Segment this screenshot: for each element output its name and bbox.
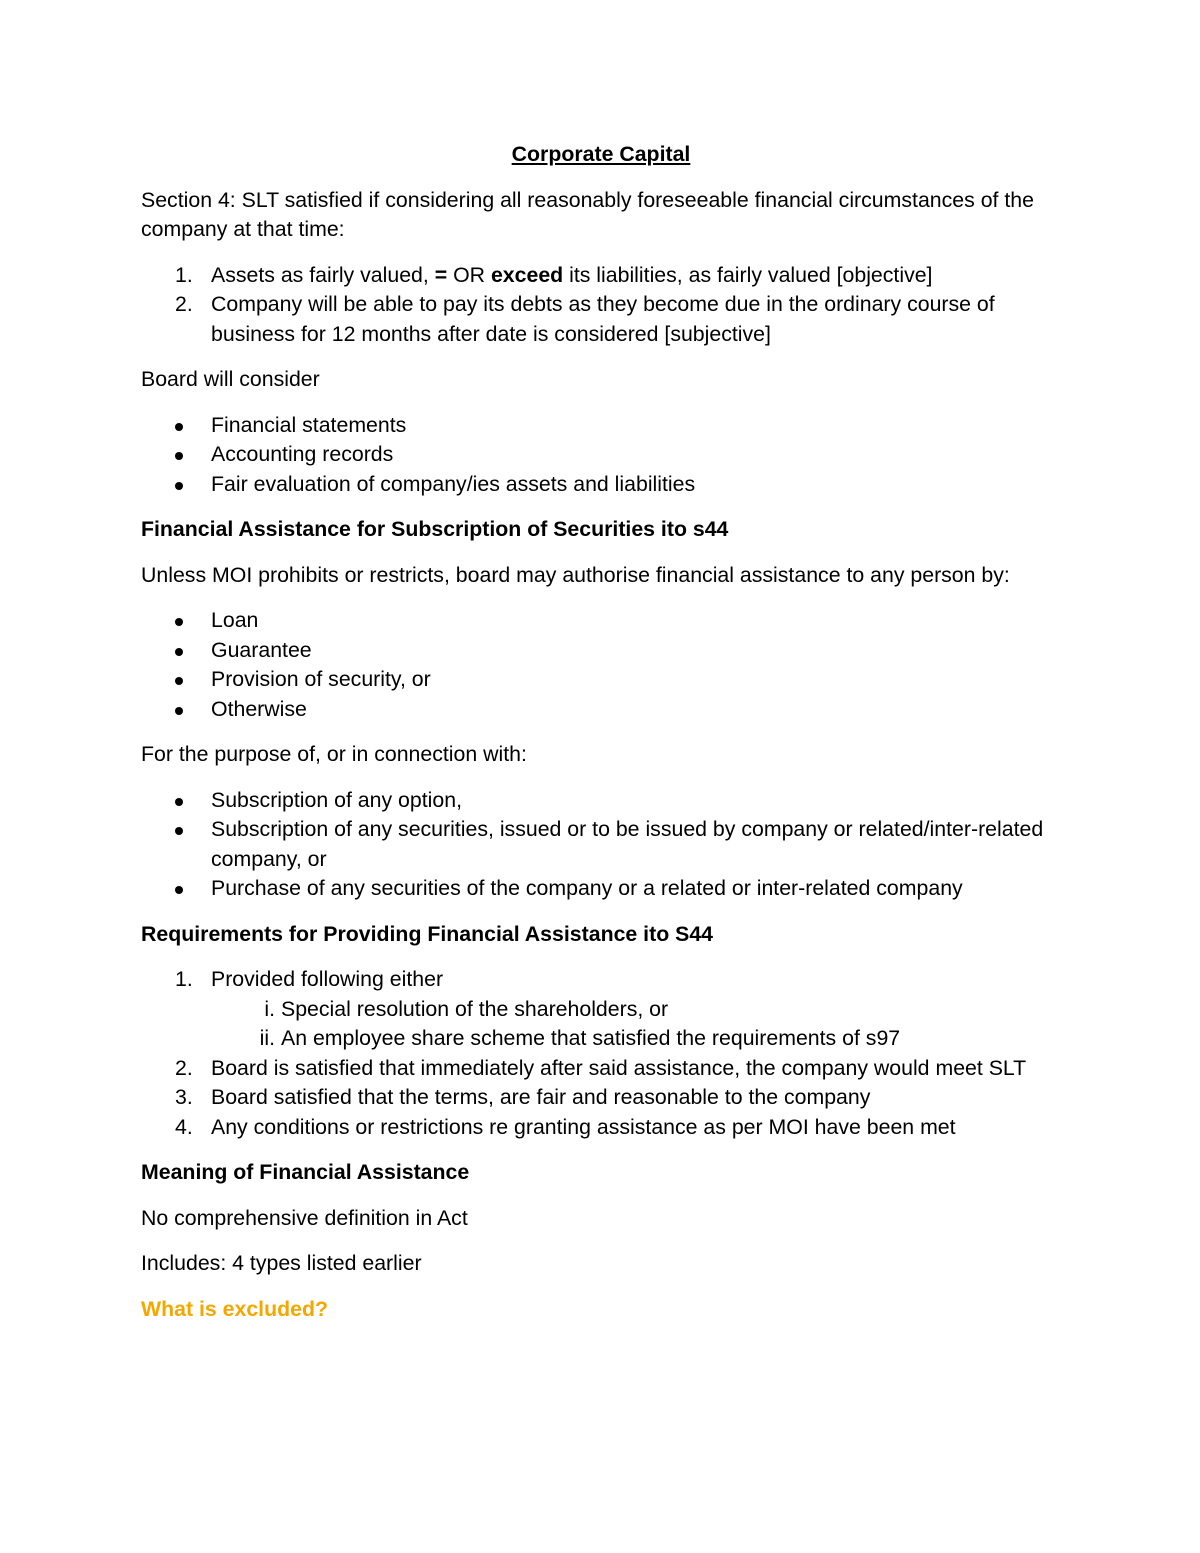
section4-item-2 <box>141 290 1061 349</box>
section4-item-2-text: Company will be able to pay its debts as they become due in the ordinary course of business for 12 months after date is considered [subjective] <box>211 292 995 346</box>
sub-list-item-text: Special resolution of the shareholders, or <box>281 996 669 1021</box>
list-number: 4. <box>175 1114 193 1139</box>
list-item-text: Subscription of any securities, issued or to be issued by company or related/inter-related company, or <box>211 817 1044 871</box>
requirements-item-text: Any conditions or restrictions re granting assistance as per MOI have been met <box>211 1114 956 1139</box>
requirements-item-4 <box>141 1113 1061 1143</box>
list-item-text: Subscription of any option, <box>211 787 462 812</box>
purpose-list <box>141 786 1061 904</box>
section4-item-1-text-a: Assets as fairly valued, <box>211 262 435 287</box>
excluded-heading: What is excluded? <box>141 1296 328 1321</box>
list-item-text: Accounting records <box>211 442 394 466</box>
list-item <box>141 606 1061 636</box>
bullet-icon <box>175 827 183 835</box>
sub-list-item <box>211 1024 1061 1054</box>
list-number: 2. <box>175 292 193 316</box>
requirements-heading: Requirements for Providing Financial Assistance ito S44 <box>141 921 714 946</box>
document-page <box>141 140 1061 1340</box>
meaning-line-1: No comprehensive definition in Act <box>141 1205 468 1230</box>
section4-item-1-exceed: exceed <box>490 262 564 287</box>
requirements-sublist <box>211 995 1061 1054</box>
list-item <box>141 815 1061 874</box>
sub-list-item <box>211 995 1061 1025</box>
list-number: 1. <box>175 967 193 991</box>
list-number: ii. <box>259 1026 275 1050</box>
list-item-text: Purchase of any securities of the company or a related or inter-related company <box>211 876 963 900</box>
requirements-list <box>141 965 1061 1142</box>
bullet-icon <box>175 798 183 806</box>
list-number: i. <box>264 996 275 1021</box>
requirements-item-text: Board is satisfied that immediately after said assistance, the company would meet SLT <box>211 1055 1027 1080</box>
list-item-text: Fair evaluation of company/ies assets and liabilities <box>211 471 696 496</box>
section4-list <box>141 261 1061 350</box>
requirements-item-2 <box>141 1054 1061 1084</box>
list-item <box>141 874 1061 904</box>
meaning-line-2: Includes: 4 types listed earlier <box>141 1251 422 1275</box>
bullet-icon <box>175 707 183 715</box>
fa-methods-list <box>141 606 1061 724</box>
list-item <box>141 470 1061 500</box>
bullet-icon <box>175 423 183 431</box>
list-item-text: Financial statements <box>211 412 407 437</box>
list-item <box>141 786 1061 816</box>
section4-item-1-text-c: its liabilities, as fairly valued [objective] <box>563 262 933 287</box>
bullet-icon <box>175 648 183 656</box>
list-item <box>141 411 1061 441</box>
section4-item-1 <box>141 261 1061 291</box>
fa-subscription-intro: Unless MOI prohibits or restricts, board may authorise financial assistance to any person by: <box>141 562 1010 587</box>
section4-item-1-text-b: OR <box>447 262 491 287</box>
bullet-icon <box>175 452 183 460</box>
list-item-text: Guarantee <box>211 637 312 662</box>
list-number: 1. <box>175 262 193 287</box>
purpose-intro: For the purpose of, or in connection with: <box>141 742 527 766</box>
document-title: Corporate Capital <box>511 142 691 166</box>
list-number: 2. <box>175 1055 193 1080</box>
bullet-icon <box>175 482 183 490</box>
list-item <box>141 665 1061 695</box>
list-item <box>141 440 1061 470</box>
requirements-item-text: Board satisfied that the terms, are fair and reasonable to the company <box>211 1085 871 1109</box>
bullet-icon <box>175 886 183 894</box>
bullet-icon <box>175 677 183 685</box>
list-item <box>141 695 1061 725</box>
board-intro: Board will consider <box>141 367 320 391</box>
fa-subscription-heading: Financial Assistance for Subscription of Securities ito s44 <box>141 517 729 541</box>
section4-intro: Section 4: SLT satisfied if considering all reasonably foreseeable financial circumstances of the company at that time: <box>141 187 1034 241</box>
meaning-heading: Meaning of Financial Assistance <box>141 1160 470 1184</box>
list-item-text: Otherwise <box>211 696 307 721</box>
bullet-icon <box>175 618 183 626</box>
list-item-text: Provision of security, or <box>211 667 431 691</box>
list-item-text: Loan <box>211 608 259 632</box>
list-item <box>141 636 1061 666</box>
requirements-item-1-text: Provided following either <box>211 967 444 991</box>
list-number: 3. <box>175 1085 193 1109</box>
sub-list-item-text: An employee share scheme that satisfied the requirements of s97 <box>281 1026 901 1050</box>
requirements-item-3 <box>141 1083 1061 1113</box>
requirements-item-1 <box>141 965 1061 1054</box>
board-list <box>141 411 1061 500</box>
section4-item-1-equals: = <box>434 262 448 287</box>
